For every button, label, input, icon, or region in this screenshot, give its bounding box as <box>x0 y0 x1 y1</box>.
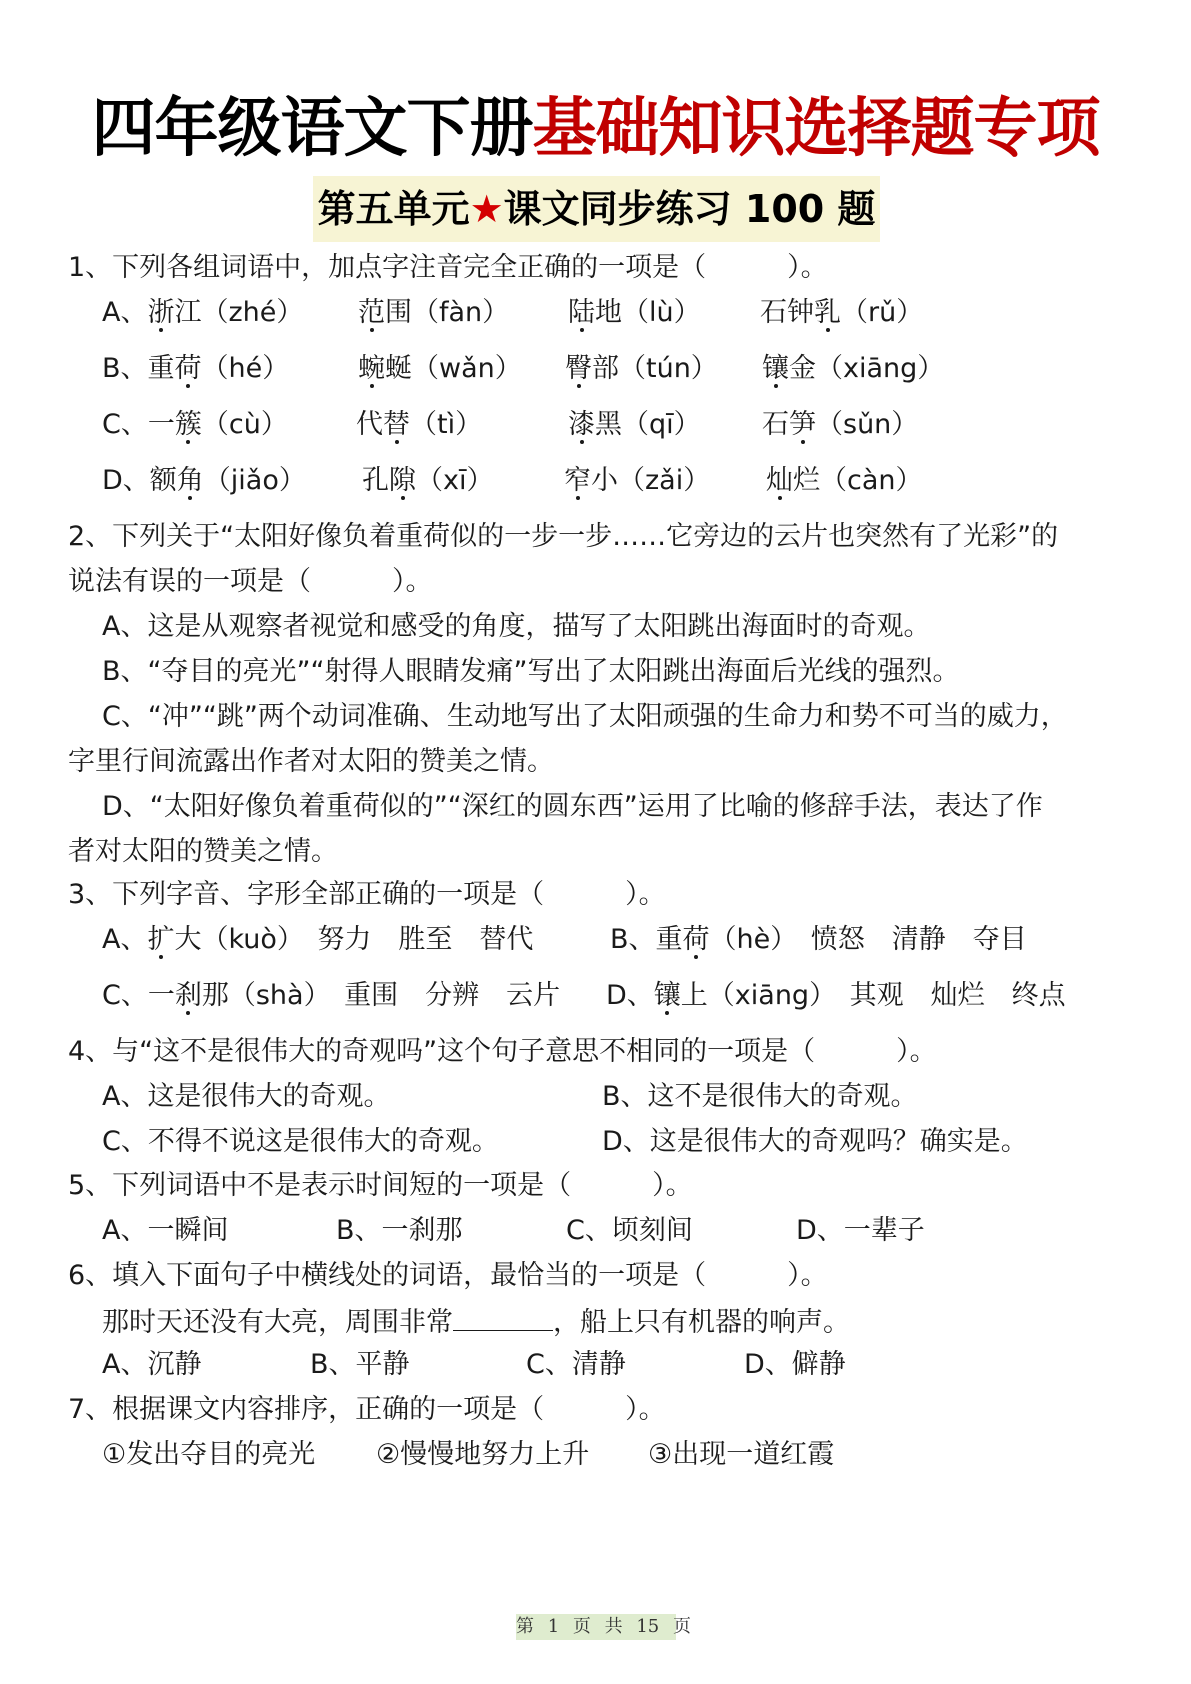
q1-option-d-2: 孔隙（xī） <box>362 465 494 496</box>
unit-subtitle <box>313 176 880 242</box>
q1-option-c-2: 代替（tì） <box>356 409 483 440</box>
q5-option-d: D、一辈子 <box>796 1215 925 1246</box>
q2-option-d-line1: D、“太阳好像负着重荷似的”“深红的圆东西”运用了比喻的修辞手法，表达了作 <box>102 791 1043 822</box>
question-2-stem-line2: 说法有误的一项是（ ）。 <box>68 566 433 597</box>
question-1-stem: 1、下列各组词语中，加点字注音完全正确的一项是（ ）。 <box>68 252 828 283</box>
q1-option-d-4: 灿烂（càn） <box>766 465 923 496</box>
q1-option-a-3: 陆地（lù） <box>568 297 701 328</box>
q7-item-3: ③出现一道红霞 <box>648 1439 835 1470</box>
q1-option-b-4: 镶金（xiāng） <box>762 353 945 384</box>
q2-option-c-line2: 字里行间流露出作者对太阳的赞美之情。 <box>68 746 554 777</box>
q6-sentence <box>102 1303 850 1341</box>
page-title <box>0 88 1191 170</box>
title-black-part: 四年级语文下册 <box>91 92 533 166</box>
q3-option-c: C、一刹那（shà） 重围 分辨 云片 <box>102 980 561 1011</box>
q4-option-b: B、这不是很伟大的奇观。 <box>602 1081 918 1112</box>
q4-option-c: C、不得不说这是很伟大的奇观。 <box>102 1126 499 1157</box>
q1-option-c-3: 漆黑（qī） <box>568 409 701 440</box>
title-red-part: 基础知识选择题专项 <box>532 92 1100 166</box>
q3-option-b: B、重荷（hè） 愤怒 清静 夺目 <box>610 924 1027 955</box>
q6-option-b: B、平静 <box>310 1349 410 1380</box>
q5-option-c: C、顷刻间 <box>566 1215 693 1246</box>
q6-fill-blank <box>453 1303 553 1331</box>
q6-sentence-after: ，船上只有机器的响声。 <box>553 1307 850 1338</box>
question-6-stem: 6、填入下面句子中横线处的词语，最恰当的一项是（ ）。 <box>68 1260 828 1291</box>
q1-option-a-1: A、浙江（zhé） <box>102 297 304 328</box>
q3-option-a: A、扩大（kuò） 努力 胜至 替代 <box>102 924 534 955</box>
page-number-footer: 第 1 页 共 15 页 <box>516 1614 676 1640</box>
q7-item-1: ①发出夺目的亮光 <box>102 1439 316 1470</box>
q5-option-b: B、一刹那 <box>336 1215 463 1246</box>
q7-item-2: ②慢慢地努力上升 <box>376 1439 590 1470</box>
q2-option-b: B、“夺目的亮光”“射得人眼睛发痛”写出了太阳跳出海面后光线的强烈。 <box>102 656 960 687</box>
q1-option-a-2: 范围（fàn） <box>358 297 510 328</box>
subtitle-unit: 第五单元 <box>317 187 470 231</box>
q5-option-a: A、一瞬间 <box>102 1215 229 1246</box>
question-2-stem-line1: 2、下列关于“太阳好像负着重荷似的一步一步……它旁边的云片也突然有了光彩”的 <box>68 521 1059 552</box>
q1-option-b-2: 蜿蜒（wǎn） <box>358 353 522 384</box>
question-3-stem: 3、下列字音、字形全部正确的一项是（ ）。 <box>68 879 666 910</box>
q1-option-a-4: 石钟乳（rǔ） <box>760 297 924 328</box>
q6-option-a: A、沉静 <box>102 1349 202 1380</box>
subtitle-desc: 课文同步练习 100 题 <box>503 187 876 231</box>
question-4-stem: 4、与“这不是很伟大的奇观吗”这个句子意思不相同的一项是（ ）。 <box>68 1036 937 1067</box>
q1-option-d-3: 窄小（zǎi） <box>564 465 711 496</box>
q2-option-c-line1: C、“冲”“跳”两个动词准确、生动地写出了太阳顽强的生命力和势不可当的威力， <box>102 701 1068 732</box>
q4-option-a: A、这是很伟大的奇观。 <box>102 1081 391 1112</box>
q2-option-a: A、这是从观察者视觉和感受的角度，描写了太阳跳出海面时的奇观。 <box>102 611 931 642</box>
question-7-stem: 7、根据课文内容排序，正确的一项是（ ）。 <box>68 1394 666 1425</box>
q4-option-d: D、这是很伟大的奇观吗？确实是。 <box>602 1126 1028 1157</box>
q6-sentence-before: 那时天还没有大亮，周围非常 <box>102 1307 453 1338</box>
q1-option-b-3: 臀部（tún） <box>565 353 718 384</box>
q1-option-d-1: D、额角（jiǎo） <box>102 465 306 496</box>
q2-option-d-line2: 者对太阳的赞美之情。 <box>68 836 338 867</box>
q1-option-c-1: C、一簇（cù） <box>102 409 288 440</box>
q1-option-c-4: 石笋（sǔn） <box>762 409 919 440</box>
question-5-stem: 5、下列词语中不是表示时间短的一项是（ ）。 <box>68 1170 693 1201</box>
star-icon: ★ <box>469 187 504 231</box>
q1-option-b-1: B、重荷（hé） <box>102 353 290 384</box>
q6-option-d: D、僻静 <box>744 1349 846 1380</box>
q6-option-c: C、清静 <box>526 1349 626 1380</box>
q3-option-d: D、镶上（xiāng） 其观 灿烂 终点 <box>606 980 1066 1011</box>
